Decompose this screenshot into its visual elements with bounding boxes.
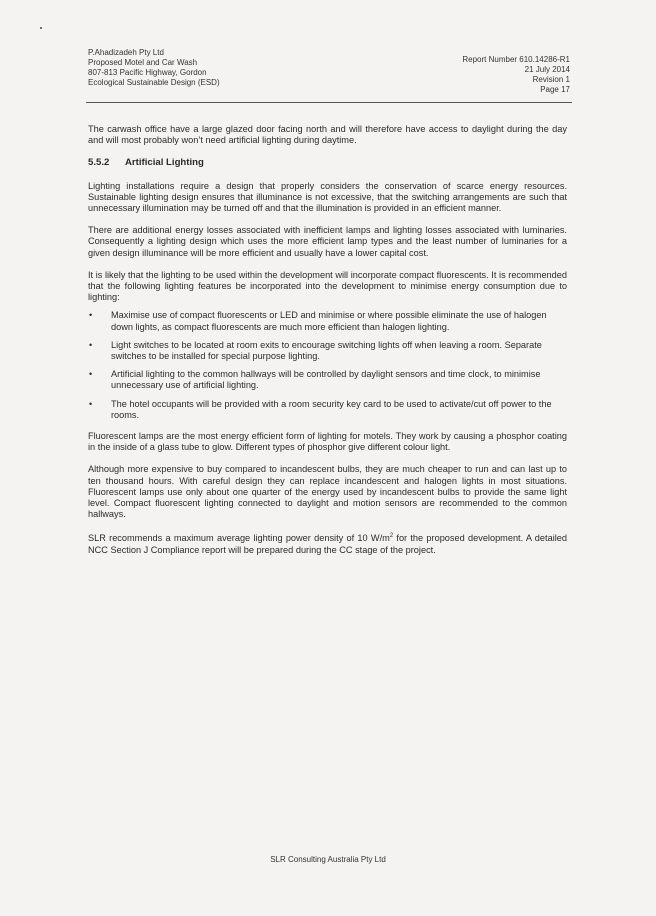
body-paragraph: It is likely that the lighting to be used within the development will incorporate compact fluorescents. It is recommended that the following lighting features be incorporated into the development to minimise energy consumption due to lighting: <box>88 269 567 303</box>
section-number: 5.5.2 <box>88 157 110 169</box>
header-project-name: Proposed Motel and Car Wash <box>88 58 198 67</box>
body-paragraph: Lighting installations require a design that properly considers the conservation of scarce energy resources. Sustainable lighting design ensures that illuminance is not excessive, that the switching arrangements are such that unnecessary illumination may be turned off and that the illumination is provided in an efficient manner. <box>88 180 567 214</box>
bullet-icon: • <box>89 339 93 350</box>
header-address: 807-813 Pacific Highway, Gordon <box>88 68 207 77</box>
list-item <box>88 369 567 391</box>
intro-paragraph: The carwash office have a large glazed door facing north and will therefore have access to daylight during the day and will most probably won’t need artificial lighting during daytime. <box>88 124 567 146</box>
page-footer: SLR Consulting Australia Pty Ltd <box>270 855 386 864</box>
header-divider <box>86 102 572 103</box>
report-revision: Revision 1 <box>532 75 570 84</box>
body-paragraph: Fluorescent lamps are the most energy efficient form of lighting for motels. They work by causing a phosphor coating in the inside of a glass tube to glow. Different types of phosphor give different colour light. <box>88 431 567 453</box>
list-item-text: The hotel occupants will be provided with a room security key card to be used to activate/cut off power to the rooms. <box>111 398 552 420</box>
bullet-icon: • <box>89 398 93 409</box>
header-report-title: Ecological Sustainable Design (ESD) <box>88 78 220 87</box>
document-body <box>88 124 567 567</box>
bullet-icon: • <box>89 369 93 380</box>
header-client-block <box>88 48 220 88</box>
body-paragraph: Although more expensive to buy compared to incandescent bulbs, they are much cheaper to run and can last up to ten thousand hours. With careful design they can replace incandescent and halogen lights in most situations. Fluorescent lamps use only about one quarter of the energy used by incandescent bulbs to provide the same light level. Compact fluorescent lighting connected to daylight and motion sensors are recommended to the common hallways. <box>88 464 567 520</box>
list-item-text: Light switches to be located at room exits to encourage switching lights off when leaving a room. Separate switches to be installed for special purpose lighting. <box>111 339 542 362</box>
bullet-icon: • <box>89 310 93 321</box>
scan-speck <box>40 27 42 29</box>
list-item-text: Maximise use of compact fluorescents or LED and minimise or where possible eliminate the use of halogen down lights, as compact fluorescents are much more efficient than halogen lighting. <box>111 310 547 332</box>
page-number: Page 17 <box>540 85 570 94</box>
section-title: Artificial Lighting <box>125 157 204 169</box>
list-item <box>88 310 567 332</box>
section-heading <box>88 157 567 168</box>
list-item <box>88 399 567 421</box>
body-paragraph: There are additional energy losses associated with inefficient lamps and lighting losses associated with luminaries. Consequently a lighting design which uses the more efficient lamp types and the least number of luminaries for a given design illuminance will be more efficient and usually have a lower capital cost. <box>88 225 567 258</box>
list-item-text: Artificial lighting to the common hallways will be controlled by daylight sensors and time clock, to minimise unnecessary use of artificial lighting. <box>111 369 541 391</box>
lighting-features-list <box>88 310 567 421</box>
header-report-block <box>462 55 570 95</box>
report-date: 21 July 2014 <box>524 65 570 74</box>
recommendation-paragraph: SLR recommends a maximum average lighting power density of 10 $W/m^2$ for the proposed development. A detailed NCC Section J Compliance report will be prepared during the CC stage of the project. <box>88 533 567 555</box>
superscript: 2 <box>389 533 394 540</box>
header-client-name: P.Ahadizadeh Pty Ltd <box>88 48 164 57</box>
list-item <box>88 340 567 362</box>
report-number: Report Number 610.14286-R1 <box>462 55 570 64</box>
